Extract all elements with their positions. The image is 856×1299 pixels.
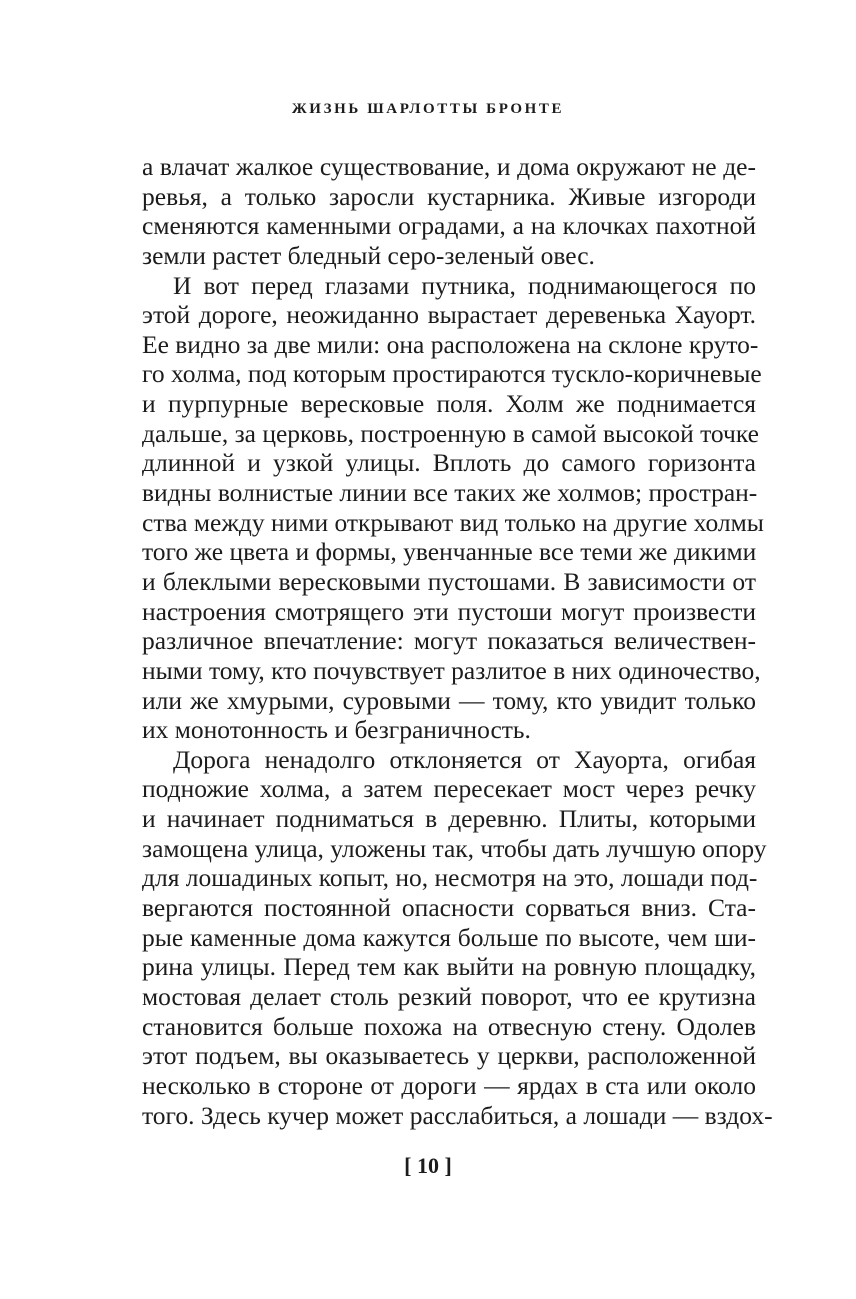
text-line: или же хмурыми, суровыми — тому, кто увидит только (142, 685, 756, 715)
text-line: того. Здесь кучер может расслабиться, а лошади — вздох- (142, 1100, 773, 1130)
text-line: ства между ними открывают вид только на другие холмы (142, 507, 764, 537)
text-line: рые каменные дома кажутся больше по высоте, чем ши- (142, 922, 756, 952)
text-line: замощена улица, уложены так, чтобы дать лучшую опору (142, 833, 767, 863)
text-line: вергаются постоянной опасности сорваться вниз. Ста- (142, 893, 756, 923)
body-text (142, 152, 773, 1130)
text-line: го холма, под которым простираются тускло-коричневые (142, 359, 762, 389)
text-line: И вот перед глазами путника, поднимающегося по (173, 270, 756, 300)
text-line: этой дороге, неожиданно вырастает деревенька Хауорт. (142, 300, 756, 330)
text-line: несколько в стороне от дороги — ярдах в ста или около (142, 1070, 756, 1100)
text-line: того же цвета и формы, увенчанные все теми же дикими (142, 537, 757, 567)
text-line: их монотонность и безграничность. (142, 715, 531, 745)
text-line: и начинает подниматься в деревню. Плиты, которыми (142, 804, 756, 834)
text-line: рина улицы. Перед тем как выйти на ровную площадку, (142, 952, 756, 982)
text-line: земли растет бледный серо-зеленый овес. (142, 240, 595, 270)
text-line: Ее видно за две мили: она расположена на склоне круто- (142, 329, 759, 359)
text-line: ревья, а только заросли кустарника. Живые изгороди (142, 181, 756, 211)
text-line: Дорога ненадолго отклоняется от Хауорта, огибая (173, 744, 756, 774)
text-line: дальше, за церковь, построенную в самой высокой точке (142, 418, 759, 448)
text-line: и блеклыми вересковыми пустошами. В зависимости от (142, 566, 756, 596)
text-line: различное впечатление: могут показаться величествен- (142, 626, 756, 656)
text-line: видны волнистые линии все таких же холмов; простран- (142, 478, 758, 508)
text-line: этот подъем, вы оказываетесь у церкви, расположенной (142, 1041, 756, 1071)
text-line: для лошадиных копыт, но, несмотря на это, лошади под- (142, 863, 758, 893)
text-line: и пурпурные вересковые поля. Холм же поднимается (142, 389, 756, 419)
running-head: ЖИЗНЬ ШАРЛОТТЫ БРОНТЕ (291, 101, 565, 117)
text-line: мостовая делает столь резкий поворот, что ее крутизна (142, 981, 756, 1011)
page-number: [ 10 ] (404, 1153, 452, 1178)
text-line: сменяются каменными оградами, а на клочках пахотной (142, 211, 756, 241)
text-line: а влачат жалкое существование, и дома окружают не де- (142, 152, 756, 181)
text-line: подножие холма, а затем пересекает мост через речку (142, 774, 756, 804)
text-line: ными тому, кто почувствует разлитое в них одиночество, (142, 655, 761, 685)
text-line: настроения смотрящего эти пустоши могут произвести (142, 596, 756, 626)
text-line: длинной и узкой улицы. Вплоть до самого горизонта (142, 448, 756, 478)
text-line: становится больше похожа на отвесную стену. Одолев (142, 1011, 756, 1041)
